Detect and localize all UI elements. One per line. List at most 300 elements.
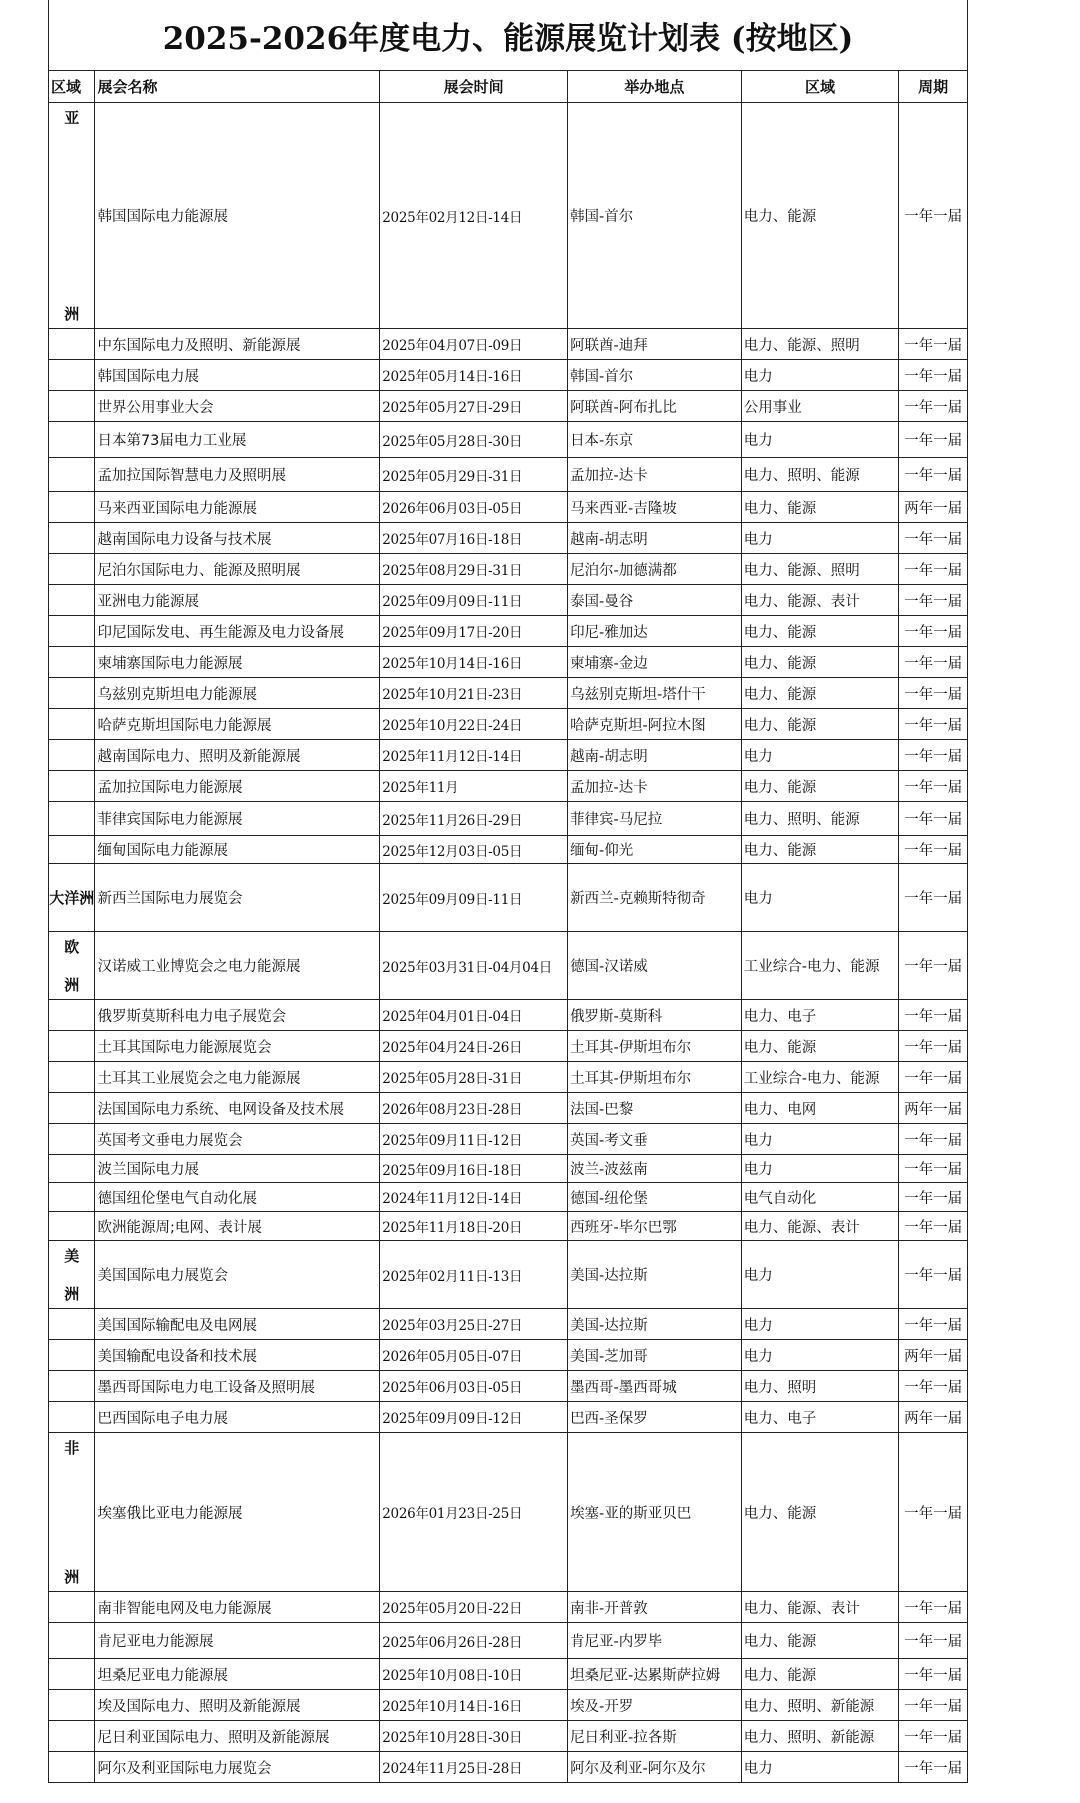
region-cell-empty <box>49 1752 95 1783</box>
exhibition-date: 2025年09月17日-20日 <box>380 616 568 647</box>
exhibition-place: 法国-巴黎 <box>568 1093 742 1124</box>
exhibition-sector: 电力、能源、表计 <box>741 1212 899 1241</box>
exhibition-sector: 公用事业 <box>741 391 899 422</box>
exhibition-date: 2025年05月27日-29日 <box>380 391 568 422</box>
exhibition-name: 印尼国际发电、再生能源及电力设备展 <box>95 616 380 647</box>
table-row <box>49 585 968 616</box>
exhibition-period: 一年一届 <box>899 329 968 360</box>
exhibition-date: 2025年04月01日-04日 <box>380 1000 568 1031</box>
exhibition-period: 一年一届 <box>899 740 968 771</box>
exhibition-name: 阿尔及利亚国际电力展览会 <box>95 1752 380 1783</box>
exhibition-date: 2025年07月16日-18日 <box>380 523 568 554</box>
exhibition-name: 德国纽伦堡电气自动化展 <box>95 1183 380 1212</box>
exhibition-name: 缅甸国际电力能源展 <box>95 836 380 864</box>
exhibition-sector: 电力、能源 <box>741 1433 899 1592</box>
exhibition-place: 越南-胡志明 <box>568 740 742 771</box>
table-row <box>49 1623 968 1659</box>
table-row <box>49 1659 968 1690</box>
exhibition-sector: 电力、能源 <box>741 1031 899 1062</box>
exhibition-date: 2025年05月29日-31日 <box>380 458 568 492</box>
region-cell-empty <box>49 391 95 422</box>
region-cell-empty <box>49 1183 95 1212</box>
region-cell-empty <box>49 1093 95 1124</box>
region-cell <box>49 1241 95 1309</box>
exhibition-period: 两年一届 <box>899 1402 968 1433</box>
exhibition-sector: 电力、能源 <box>741 492 899 523</box>
exhibition-sector: 电力 <box>741 523 899 554</box>
region-cell <box>49 864 95 932</box>
exhibition-name: 肯尼亚电力能源展 <box>95 1623 380 1659</box>
region-cell-empty <box>49 523 95 554</box>
region-cell-empty <box>49 492 95 523</box>
exhibition-name: 日本第73届电力工业展 <box>95 422 380 458</box>
exhibition-place: 印尼-雅加达 <box>568 616 742 647</box>
exhibition-period: 一年一届 <box>899 678 968 709</box>
exhibition-period: 一年一届 <box>899 1690 968 1721</box>
exhibition-date: 2026年05月05日-07日 <box>380 1340 568 1371</box>
exhibition-place: 马来西亚-吉隆坡 <box>568 492 742 523</box>
exhibition-period: 一年一届 <box>899 647 968 678</box>
exhibition-name: 英国考文垂电力展览会 <box>95 1124 380 1155</box>
exhibition-period: 一年一届 <box>899 458 968 492</box>
region-cell-empty <box>49 554 95 585</box>
exhibition-sector: 电力、能源、表计 <box>741 1592 899 1623</box>
exhibition-date: 2024年11月12日-14日 <box>380 1183 568 1212</box>
exhibition-place: 土耳其-伊斯坦布尔 <box>568 1062 742 1093</box>
exhibition-place: 英国-考文垂 <box>568 1124 742 1155</box>
exhibition-name: 埃塞俄比亚电力能源展 <box>95 1433 380 1592</box>
exhibition-name: 世界公用事业大会 <box>95 391 380 422</box>
table-row <box>49 802 968 836</box>
exhibition-sector: 电力、电子 <box>741 1000 899 1031</box>
exhibition-sector: 电力 <box>741 1752 899 1783</box>
exhibition-date: 2025年11月18日-20日 <box>380 1212 568 1241</box>
exhibition-date: 2025年12月03日-05日 <box>380 836 568 864</box>
exhibition-sector: 电力 <box>741 740 899 771</box>
exhibition-place: 美国-达拉斯 <box>568 1241 742 1309</box>
exhibition-date: 2025年02月12日-14日 <box>380 103 568 329</box>
table-row <box>49 1031 968 1062</box>
exhibition-name: 墨西哥国际电力电工设备及照明展 <box>95 1371 380 1402</box>
table-row <box>49 709 968 740</box>
exhibition-period: 一年一届 <box>899 836 968 864</box>
region-cell <box>49 1433 95 1592</box>
region-cell <box>49 932 95 1000</box>
table-row <box>49 458 968 492</box>
exhibition-date: 2025年03月31日-04月04日 <box>380 932 568 1000</box>
exhibition-date: 2025年10月14日-16日 <box>380 1690 568 1721</box>
exhibition-period: 一年一届 <box>899 1592 968 1623</box>
exhibition-sector: 工业综合-电力、能源 <box>741 1062 899 1093</box>
region-cell-empty <box>49 802 95 836</box>
region-label: 亚 <box>64 109 80 127</box>
exhibition-name: 美国国际电力展览会 <box>95 1241 380 1309</box>
exhibition-date: 2026年01月23日-25日 <box>380 1433 568 1592</box>
exhibition-period: 一年一届 <box>899 1000 968 1031</box>
exhibition-place: 新西兰-克赖斯特彻奇 <box>568 864 742 932</box>
exhibition-name: 孟加拉国际电力能源展 <box>95 771 380 802</box>
exhibition-sector: 电力、能源 <box>741 616 899 647</box>
exhibition-place: 日本-东京 <box>568 422 742 458</box>
exhibition-date: 2025年04月24日-26日 <box>380 1031 568 1062</box>
exhibition-place: 菲律宾-马尼拉 <box>568 802 742 836</box>
region-cell <box>49 103 95 329</box>
exhibition-name: 韩国国际电力能源展 <box>95 103 380 329</box>
table-row <box>49 1212 968 1241</box>
exhibition-name: 美国输配电设备和技术展 <box>95 1340 380 1371</box>
table-row <box>49 1155 968 1183</box>
exhibition-period: 一年一届 <box>899 585 968 616</box>
region-cell-empty <box>49 1062 95 1093</box>
exhibition-period: 一年一届 <box>899 554 968 585</box>
region-cell-empty <box>49 1623 95 1659</box>
exhibition-place: 美国-芝加哥 <box>568 1340 742 1371</box>
exhibition-period: 一年一届 <box>899 802 968 836</box>
exhibition-date: 2025年10月08日-10日 <box>380 1659 568 1690</box>
exhibition-place: 尼泊尔-加德满都 <box>568 554 742 585</box>
exhibition-period: 一年一届 <box>899 1721 968 1752</box>
exhibition-place: 缅甸-仰光 <box>568 836 742 864</box>
exhibition-sheet <box>48 0 968 1783</box>
exhibition-period: 一年一届 <box>899 391 968 422</box>
exhibition-period: 一年一届 <box>899 932 968 1000</box>
header-row <box>49 71 968 103</box>
exhibition-sector: 电力、能源、照明 <box>741 554 899 585</box>
region-label: 欧 <box>64 938 80 956</box>
region-cell-empty <box>49 1155 95 1183</box>
exhibition-period: 一年一届 <box>899 1371 968 1402</box>
exhibition-period: 一年一届 <box>899 1659 968 1690</box>
exhibition-period: 一年一届 <box>899 1183 968 1212</box>
exhibition-name: 南非智能电网及电力能源展 <box>95 1592 380 1623</box>
table-row <box>49 1402 968 1433</box>
exhibition-name: 马来西亚国际电力能源展 <box>95 492 380 523</box>
table-row <box>49 1241 968 1309</box>
region-cell-empty <box>49 836 95 864</box>
region-cell-empty <box>49 1721 95 1752</box>
exhibition-sector: 电力、能源 <box>741 836 899 864</box>
exhibition-name: 埃及国际电力、照明及新能源展 <box>95 1690 380 1721</box>
exhibition-period: 一年一届 <box>899 771 968 802</box>
exhibition-name: 坦桑尼亚电力能源展 <box>95 1659 380 1690</box>
region-cell-empty <box>49 458 95 492</box>
exhibition-sector: 电力 <box>741 1241 899 1309</box>
exhibition-place: 德国-纽伦堡 <box>568 1183 742 1212</box>
region-label: 洲 <box>64 976 80 994</box>
exhibition-sector: 电力 <box>741 864 899 932</box>
exhibition-sector: 电气自动化 <box>741 1183 899 1212</box>
exhibition-date: 2025年10月14日-16日 <box>380 647 568 678</box>
exhibition-sector: 电力、能源 <box>741 771 899 802</box>
exhibition-place: 西班牙-毕尔巴鄂 <box>568 1212 742 1241</box>
table-row <box>49 1721 968 1752</box>
table-row <box>49 1690 968 1721</box>
exhibition-period: 一年一届 <box>899 103 968 329</box>
exhibition-sector: 电力 <box>741 1340 899 1371</box>
region-label: 洲 <box>64 305 80 323</box>
exhibition-period: 一年一届 <box>899 864 968 932</box>
exhibition-date: 2025年10月22日-24日 <box>380 709 568 740</box>
table-row <box>49 391 968 422</box>
exhibition-name: 柬埔寨国际电力能源展 <box>95 647 380 678</box>
region-cell-empty <box>49 647 95 678</box>
table-row <box>49 1752 968 1783</box>
exhibition-date: 2025年09月16日-18日 <box>380 1155 568 1183</box>
exhibition-period: 一年一届 <box>899 1623 968 1659</box>
exhibition-period: 一年一届 <box>899 1062 968 1093</box>
exhibition-period: 一年一届 <box>899 616 968 647</box>
exhibition-date: 2025年11月 <box>380 771 568 802</box>
exhibition-sector: 电力、照明、新能源 <box>741 1721 899 1752</box>
exhibition-place: 柬埔寨-金边 <box>568 647 742 678</box>
exhibition-date: 2025年09月09日-11日 <box>380 864 568 932</box>
region-cell-empty <box>49 1371 95 1402</box>
exhibition-place: 孟加拉-达卡 <box>568 458 742 492</box>
table-row <box>49 554 968 585</box>
exhibition-date: 2025年05月20日-22日 <box>380 1592 568 1623</box>
exhibition-period: 一年一届 <box>899 1433 968 1592</box>
region-cell-empty <box>49 1212 95 1241</box>
exhibition-place: 坦桑尼亚-达累斯萨拉姆 <box>568 1659 742 1690</box>
region-cell-empty <box>49 1340 95 1371</box>
exhibition-sector: 电力 <box>741 360 899 391</box>
region-cell-empty <box>49 360 95 391</box>
exhibition-place: 越南-胡志明 <box>568 523 742 554</box>
exhibition-name: 哈萨克斯坦国际电力能源展 <box>95 709 380 740</box>
region-cell-empty <box>49 1659 95 1690</box>
region-label: 美 <box>64 1247 80 1265</box>
exhibition-sector: 电力 <box>741 1155 899 1183</box>
exhibition-sector: 电力、照明、新能源 <box>741 1690 899 1721</box>
exhibition-date: 2025年05月28日-31日 <box>380 1062 568 1093</box>
exhibition-place: 墨西哥-墨西哥城 <box>568 1371 742 1402</box>
exhibition-sector: 工业综合-电力、能源 <box>741 932 899 1000</box>
exhibition-date: 2026年06月03日-05日 <box>380 492 568 523</box>
exhibition-period: 一年一届 <box>899 709 968 740</box>
region-cell-empty <box>49 422 95 458</box>
exhibition-sector: 电力、能源 <box>741 709 899 740</box>
region-cell-empty <box>49 329 95 360</box>
exhibition-place: 哈萨克斯坦-阿拉木图 <box>568 709 742 740</box>
table-row <box>49 360 968 391</box>
exhibition-date: 2025年09月11日-12日 <box>380 1124 568 1155</box>
header-period: 周期 <box>899 71 968 103</box>
exhibition-period: 一年一届 <box>899 1752 968 1783</box>
region-label: 大洋洲 <box>49 889 95 907</box>
region-label: 非 <box>64 1439 80 1457</box>
exhibition-name: 乌兹别克斯坦电力能源展 <box>95 678 380 709</box>
table-row <box>49 678 968 709</box>
exhibition-place: 南非-开普敦 <box>568 1592 742 1623</box>
exhibition-sector: 电力 <box>741 1309 899 1340</box>
region-cell-empty <box>49 1690 95 1721</box>
region-cell-empty <box>49 740 95 771</box>
exhibition-name: 孟加拉国际智慧电力及照明展 <box>95 458 380 492</box>
exhibition-sector: 电力、能源、表计 <box>741 585 899 616</box>
exhibition-place: 波兰-波兹南 <box>568 1155 742 1183</box>
region-cell-empty <box>49 1402 95 1433</box>
table-row <box>49 422 968 458</box>
exhibition-period: 一年一届 <box>899 1212 968 1241</box>
region-label: 洲 <box>64 1285 80 1303</box>
table-row <box>49 836 968 864</box>
table-row <box>49 1093 968 1124</box>
exhibition-period: 一年一届 <box>899 523 968 554</box>
table-row <box>49 932 968 1000</box>
table-row <box>49 1340 968 1371</box>
table-row <box>49 1309 968 1340</box>
exhibition-period: 一年一届 <box>899 1309 968 1340</box>
exhibition-period: 一年一届 <box>899 360 968 391</box>
exhibition-period: 一年一届 <box>899 1031 968 1062</box>
exhibition-period: 一年一届 <box>899 1155 968 1183</box>
table-row <box>49 1000 968 1031</box>
exhibition-date: 2025年08月29日-31日 <box>380 554 568 585</box>
region-cell-empty <box>49 678 95 709</box>
exhibition-place: 巴西-圣保罗 <box>568 1402 742 1433</box>
exhibition-name: 土耳其工业展览会之电力能源展 <box>95 1062 380 1093</box>
table-row <box>49 771 968 802</box>
exhibition-date: 2025年03月25日-27日 <box>380 1309 568 1340</box>
table-row <box>49 329 968 360</box>
exhibition-period: 一年一届 <box>899 1124 968 1155</box>
exhibition-name: 越南国际电力设备与技术展 <box>95 523 380 554</box>
region-cell-empty <box>49 616 95 647</box>
exhibition-date: 2025年10月21日-23日 <box>380 678 568 709</box>
exhibition-name: 越南国际电力、照明及新能源展 <box>95 740 380 771</box>
exhibition-period: 一年一届 <box>899 1241 968 1309</box>
exhibition-name: 中东国际电力及照明、新能源展 <box>95 329 380 360</box>
exhibition-sector: 电力、能源 <box>741 678 899 709</box>
exhibition-date: 2025年04月07日-09日 <box>380 329 568 360</box>
exhibition-place: 美国-达拉斯 <box>568 1309 742 1340</box>
header-region: 区域 <box>49 71 95 103</box>
region-cell-empty <box>49 1592 95 1623</box>
exhibition-sector: 电力、能源 <box>741 1623 899 1659</box>
exhibition-sector: 电力、照明 <box>741 1371 899 1402</box>
exhibition-place: 阿联酋-迪拜 <box>568 329 742 360</box>
exhibition-name: 菲律宾国际电力能源展 <box>95 802 380 836</box>
exhibition-period: 两年一届 <box>899 492 968 523</box>
exhibition-place: 德国-汉诺威 <box>568 932 742 1000</box>
exhibition-place: 泰国-曼谷 <box>568 585 742 616</box>
table-row <box>49 1592 968 1623</box>
exhibition-table <box>48 70 968 1783</box>
header-sector: 区域 <box>741 71 899 103</box>
exhibition-place: 孟加拉-达卡 <box>568 771 742 802</box>
table-row <box>49 523 968 554</box>
header-place: 举办地点 <box>568 71 742 103</box>
exhibition-place: 阿尔及利亚-阿尔及尔 <box>568 1752 742 1783</box>
exhibition-date: 2025年06月03日-05日 <box>380 1371 568 1402</box>
exhibition-sector: 电力、能源、照明 <box>741 329 899 360</box>
header-name: 展会名称 <box>95 71 380 103</box>
exhibition-period: 一年一届 <box>899 422 968 458</box>
exhibition-period: 两年一届 <box>899 1340 968 1371</box>
exhibition-date: 2025年05月14日-16日 <box>380 360 568 391</box>
table-row <box>49 740 968 771</box>
region-cell-empty <box>49 1000 95 1031</box>
exhibition-name: 土耳其国际电力能源展览会 <box>95 1031 380 1062</box>
exhibition-name: 法国国际电力系统、电网设备及技术展 <box>95 1093 380 1124</box>
exhibition-date: 2025年11月12日-14日 <box>380 740 568 771</box>
exhibition-name: 韩国国际电力展 <box>95 360 380 391</box>
exhibition-sector: 电力、能源 <box>741 1659 899 1690</box>
exhibition-date: 2026年08月23日-28日 <box>380 1093 568 1124</box>
table-body <box>49 103 968 1783</box>
region-cell-empty <box>49 771 95 802</box>
exhibition-period: 两年一届 <box>899 1093 968 1124</box>
region-cell-empty <box>49 709 95 740</box>
exhibition-place: 埃塞-亚的斯亚贝巴 <box>568 1433 742 1592</box>
exhibition-date: 2025年02月11日-13日 <box>380 1241 568 1309</box>
exhibition-name: 欧洲能源周;电网、表计展 <box>95 1212 380 1241</box>
region-cell-empty <box>49 1124 95 1155</box>
exhibition-name: 波兰国际电力展 <box>95 1155 380 1183</box>
exhibition-name: 尼日利亚国际电力、照明及新能源展 <box>95 1721 380 1752</box>
exhibition-place: 俄罗斯-莫斯科 <box>568 1000 742 1031</box>
table-row <box>49 647 968 678</box>
exhibition-sector: 电力、照明、能源 <box>741 458 899 492</box>
exhibition-date: 2025年11月26日-29日 <box>380 802 568 836</box>
exhibition-date: 2024年11月25日-28日 <box>380 1752 568 1783</box>
header-date: 展会时间 <box>380 71 568 103</box>
exhibition-date: 2025年05月28日-30日 <box>380 422 568 458</box>
region-label: 洲 <box>64 1568 80 1586</box>
exhibition-place: 埃及-开罗 <box>568 1690 742 1721</box>
exhibition-name: 汉诺威工业博览会之电力能源展 <box>95 932 380 1000</box>
table-row <box>49 1183 968 1212</box>
exhibition-place: 土耳其-伊斯坦布尔 <box>568 1031 742 1062</box>
table-row <box>49 103 968 329</box>
exhibition-date: 2025年09月09日-12日 <box>380 1402 568 1433</box>
exhibition-sector: 电力、电网 <box>741 1093 899 1124</box>
table-row <box>49 1371 968 1402</box>
table-row <box>49 616 968 647</box>
region-cell-empty <box>49 1309 95 1340</box>
exhibition-name: 尼泊尔国际电力、能源及照明展 <box>95 554 380 585</box>
exhibition-place: 肯尼亚-内罗毕 <box>568 1623 742 1659</box>
exhibition-place: 阿联酋-阿布扎比 <box>568 391 742 422</box>
exhibition-sector: 电力 <box>741 1124 899 1155</box>
exhibition-sector: 电力、能源 <box>741 647 899 678</box>
table-row <box>49 1124 968 1155</box>
region-cell-empty <box>49 585 95 616</box>
exhibition-place: 乌兹别克斯坦-塔什干 <box>568 678 742 709</box>
exhibition-sector: 电力、照明、能源 <box>741 802 899 836</box>
exhibition-place: 尼日利亚-拉各斯 <box>568 1721 742 1752</box>
exhibition-sector: 电力、电子 <box>741 1402 899 1433</box>
exhibition-name: 美国国际输配电及电网展 <box>95 1309 380 1340</box>
exhibition-name: 新西兰国际电力展览会 <box>95 864 380 932</box>
exhibition-sector: 电力、能源 <box>741 103 899 329</box>
exhibition-place: 韩国-首尔 <box>568 360 742 391</box>
exhibition-name: 俄罗斯莫斯科电力电子展览会 <box>95 1000 380 1031</box>
exhibition-name: 亚洲电力能源展 <box>95 585 380 616</box>
exhibition-name: 巴西国际电子电力展 <box>95 1402 380 1433</box>
exhibition-place: 韩国-首尔 <box>568 103 742 329</box>
table-row <box>49 864 968 932</box>
exhibition-sector: 电力 <box>741 422 899 458</box>
exhibition-date: 2025年10月28日-30日 <box>380 1721 568 1752</box>
table-row <box>49 492 968 523</box>
table-row <box>49 1433 968 1592</box>
page-title: 2025-2026年度电力、能源展览计划表 (按地区) <box>48 0 968 70</box>
table-row <box>49 1062 968 1093</box>
region-cell-empty <box>49 1031 95 1062</box>
exhibition-date: 2025年09月09日-11日 <box>380 585 568 616</box>
exhibition-date: 2025年06月26日-28日 <box>380 1623 568 1659</box>
